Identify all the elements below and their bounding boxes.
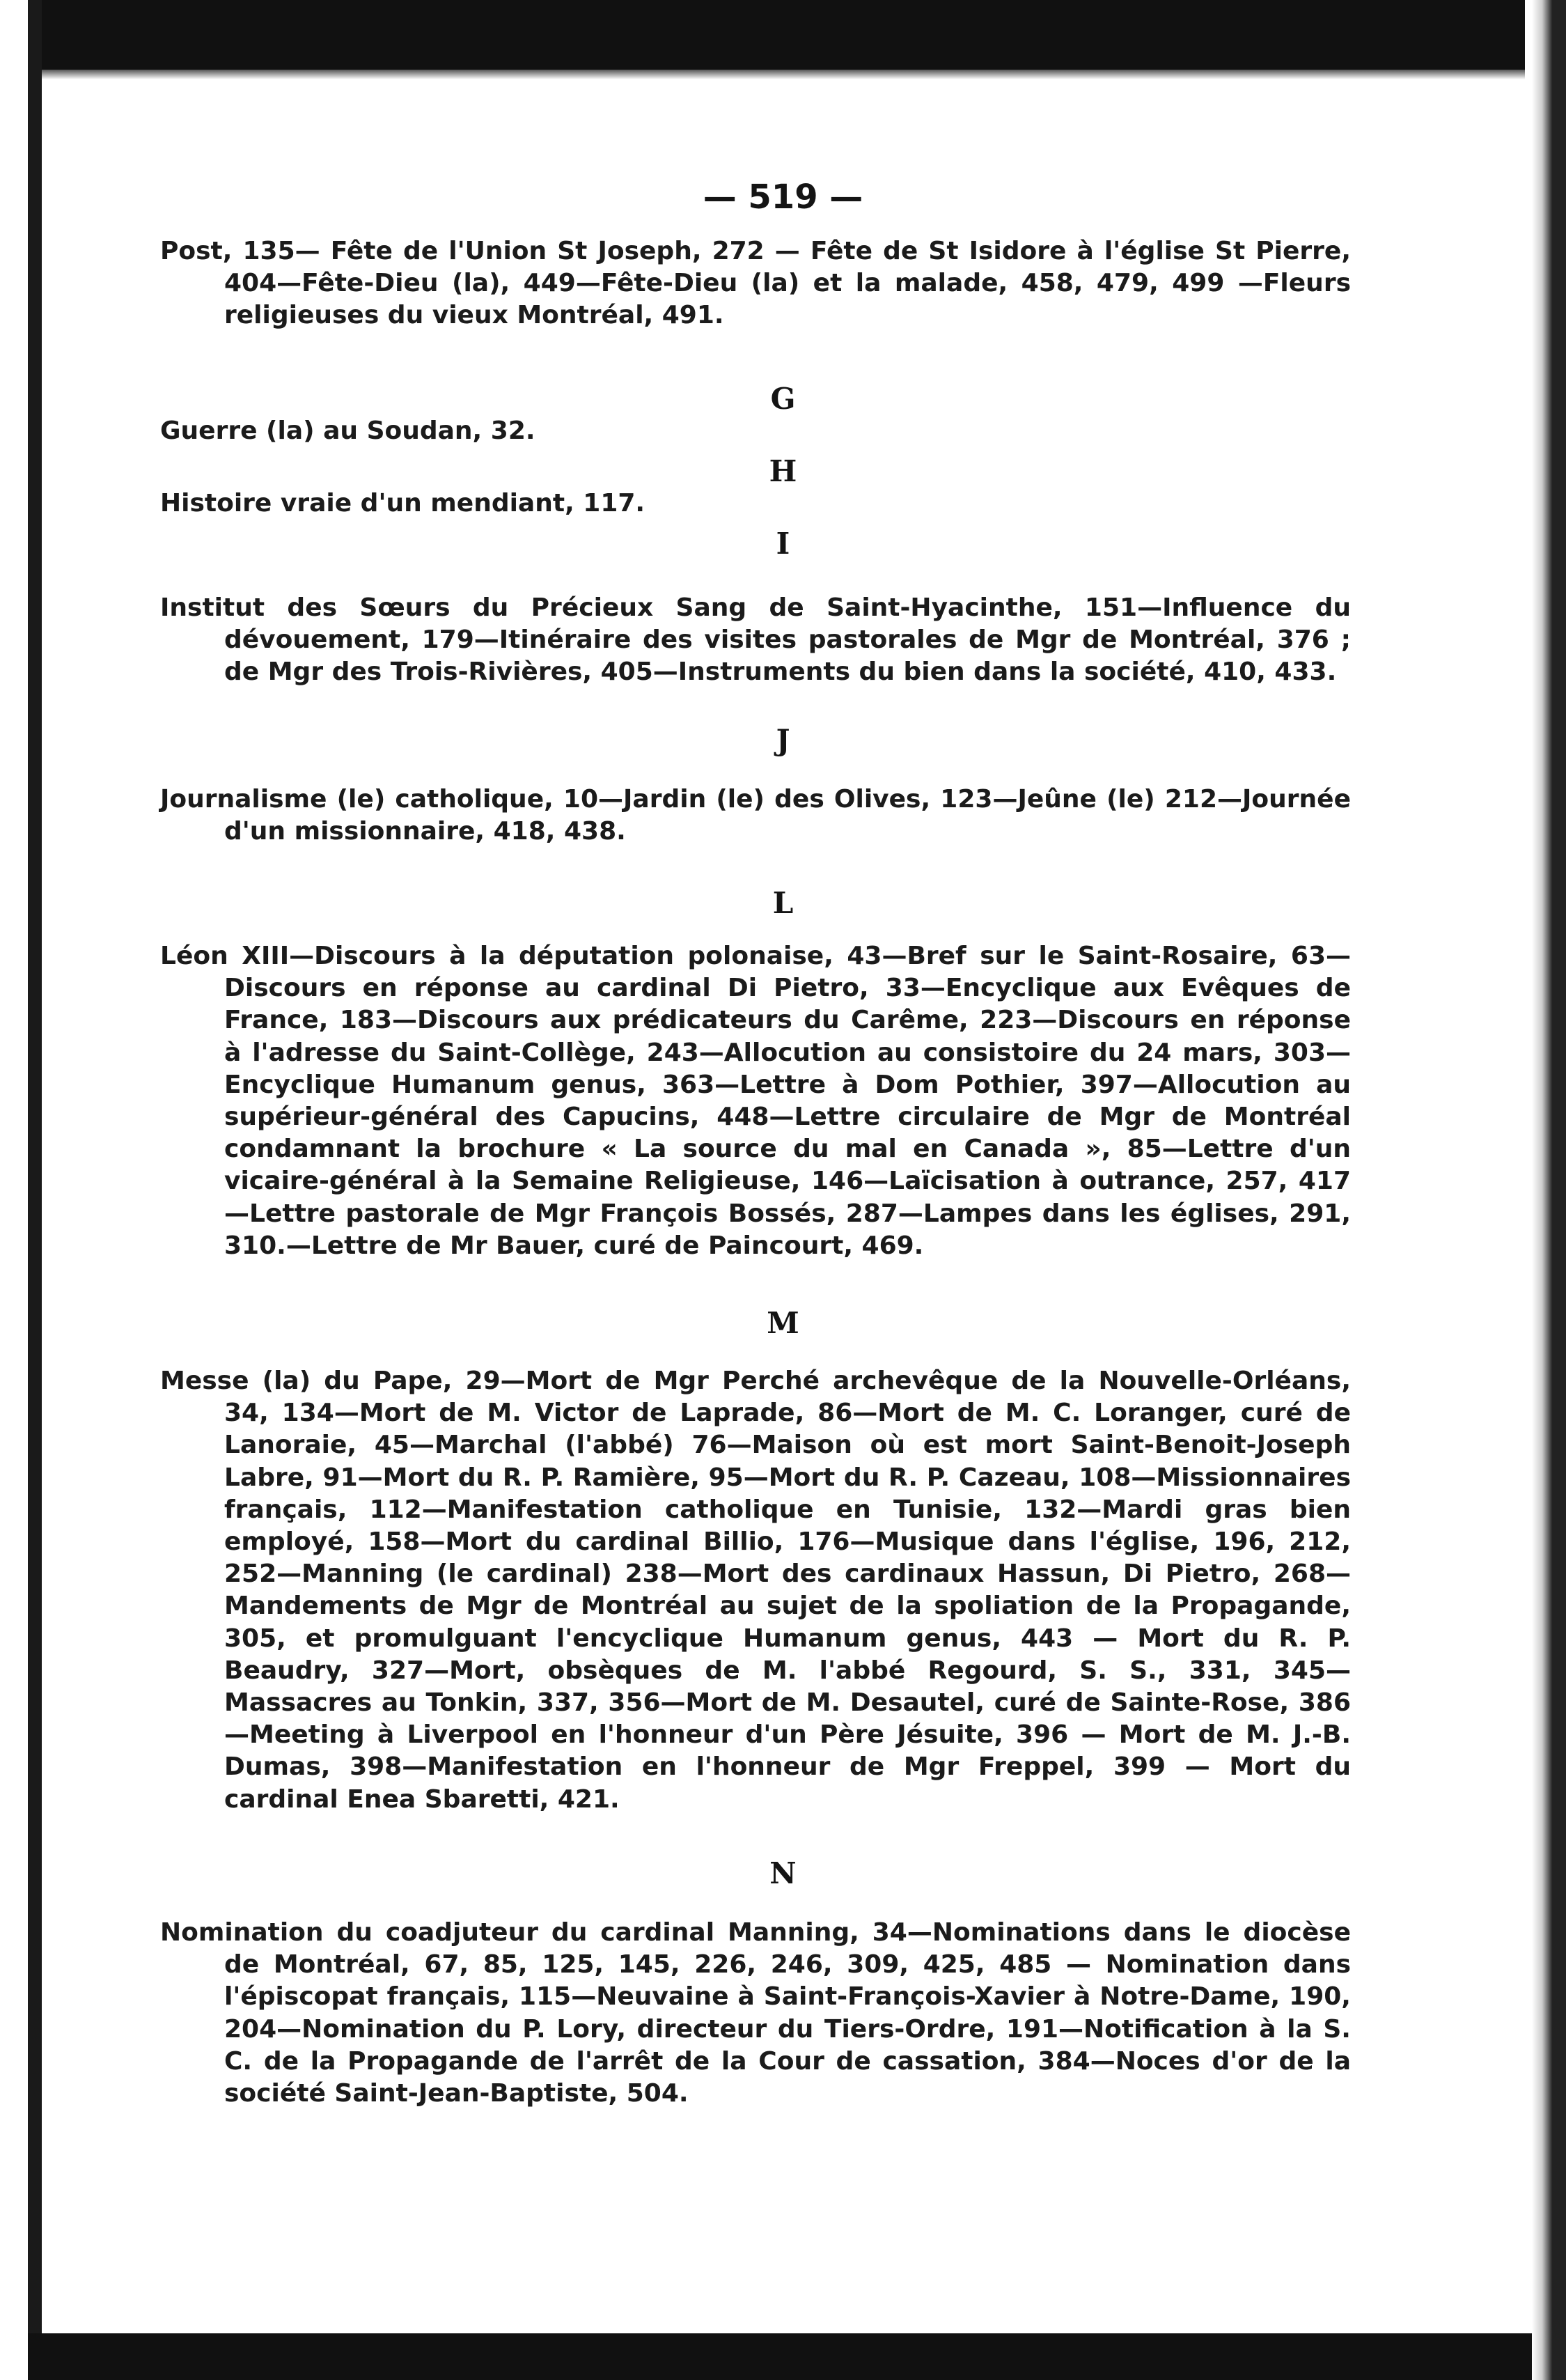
entry-text: Guerre (la) au Soudan, 32.: [160, 417, 535, 445]
section-letter-i: I: [776, 527, 790, 561]
entry-text: Messe (la) du Pape, 29—Mort de Mgr Perché archevêque de la Nouvelle-Orléans, 34, 134—Mort de M. Victor de Laprade, 86—Mort de M. C. Loranger, curé de Lanoraie, 45—Marchal (l'abbé) 76—Maison où est mort Saint-Benoit-Joseph Labre, 91—Mort du R. P. Ramière, 95—Mort du R. P. Cazeau, 108—Missionnaires français, 112—Manifestation catholique en Tunisie, 132—Mardi gras bien employé, 158—Mort du cardinal Billio, 176—Musique dans l'église, 196, 212, 252—Manning (le cardinal) 238—Mort des cardinaux Hassun, Di Pietro, 268—Mandements de Mgr de Montréal au sujet de la spoliation de la Propagande, 305, et promulguant l'encyclique Humanum genus, 443 — Mort du R. P. Beaudry, 327—Mort, obsèques de M. l'abbé Regourd, S. S., 331, 345—Massacres au Tonkin, 337, 356—Mort de M. Desautel, curé de Sainte-Rose, 386—Meeting à Liverpool en l'honneur d'un Père Jésuite, 396 — Mort de M. J.-B. Dumas, 398—Manifestation en l'honneur de Mgr Freppel, 399 — Mort du cardinal Enea Sbaretti, 421.: [160, 1367, 1351, 1814]
section-letter-g: G: [770, 382, 796, 416]
scan-border-left: [28, 0, 42, 2380]
entry-text: Institut des Sœurs du Précieux Sang de Saint-Hyacinthe, 151—Influence du dévouement, 179—Itinéraire des visites pastorales de Mgr de Montréal, 376 ; de Mgr des Trois-Rivières, 405—Instruments du bien dans la société, 410, 433.: [160, 593, 1351, 687]
section-letter-l: L: [772, 886, 794, 920]
index-entry-l: [160, 940, 1351, 1262]
index-entry-j: [160, 784, 1351, 848]
entry-text: Nomination du coadjuteur du cardinal Manning, 34—Nominations dans le diocèse de Montréal, 67, 85, 125, 145, 226, 246, 309, 425, 485 — Nomination dans l'épiscopat français, 115—Neuvaine à Saint-François-Xavier à Notre-Dame, 190, 204—Nomination du P. Lory, directeur du Tiers-Ordre, 191—Notification à la S. C. de la Propagande de l'arrêt de la Cour de cassation, 384—Noces d'or de la société Saint-Jean-Baptiste, 504.: [160, 1918, 1351, 2108]
section-letter-j: J: [776, 723, 790, 757]
section-letter-m: M: [767, 1306, 799, 1340]
page-number: — 519 —: [703, 178, 863, 217]
entry-text: Journalisme (le) catholique, 10—Jardin (le) des Olives, 123—Jeûne (le) 212—Journée d'un missionnaire, 418, 438.: [160, 785, 1351, 846]
index-entry-i: [160, 592, 1351, 689]
index-entry-n: [160, 1917, 1351, 2110]
index-entry-f-continued: [160, 235, 1351, 332]
entry-text: Post, 135— Fête de l'Union St Joseph, 272 — Fête de St Isidore à l'église St Pierre, 404—Fête-Dieu (la), 449—Fête-Dieu (la) et la malade, 458, 479, 499 —Fleurs religieuses du vieux Montréal, 491.: [160, 237, 1351, 330]
index-entry-m: [160, 1365, 1351, 1816]
index-entry-g: [160, 415, 1351, 447]
scan-border-top-shadow: [28, 70, 1525, 79]
entry-text: Léon XIII—Discours à la députation polonaise, 43—Bref sur le Saint-Rosaire, 63—Discours en réponse au cardinal Di Pietro, 33—Encyclique aux Evêques de France, 183—Discours aux prédicateurs du Carême, 223—Discours en réponse à l'adresse du Saint-Collège, 243—Allocution au consistoire du 24 mars, 303—Encyclique Humanum genus, 363—Lettre à Dom Pothier, 397—Allocution au supérieur-général des Capucins, 448—Lettre circulaire de Mgr de Montréal condamnant la brochure « La source du mal en Canada », 85—Lettre d'un vicaire-général à la Semaine Religieuse, 146—Laïcisation à outrance, 257, 417—Lettre pastorale de Mgr François Bossés, 287—Lampes dans les églises, 291, 310.—Lettre de Mr Bauer, curé de Paincourt, 469.: [160, 942, 1351, 1260]
scan-border-top: [28, 0, 1525, 70]
section-letter-n: N: [769, 1856, 797, 1890]
index-entry-h: [160, 488, 1351, 520]
scan-border-bottom: [28, 2333, 1532, 2380]
entry-text: Histoire vraie d'un mendiant, 117.: [160, 489, 645, 518]
scan-border-right: [1532, 0, 1566, 2380]
section-letter-h: H: [769, 454, 797, 488]
